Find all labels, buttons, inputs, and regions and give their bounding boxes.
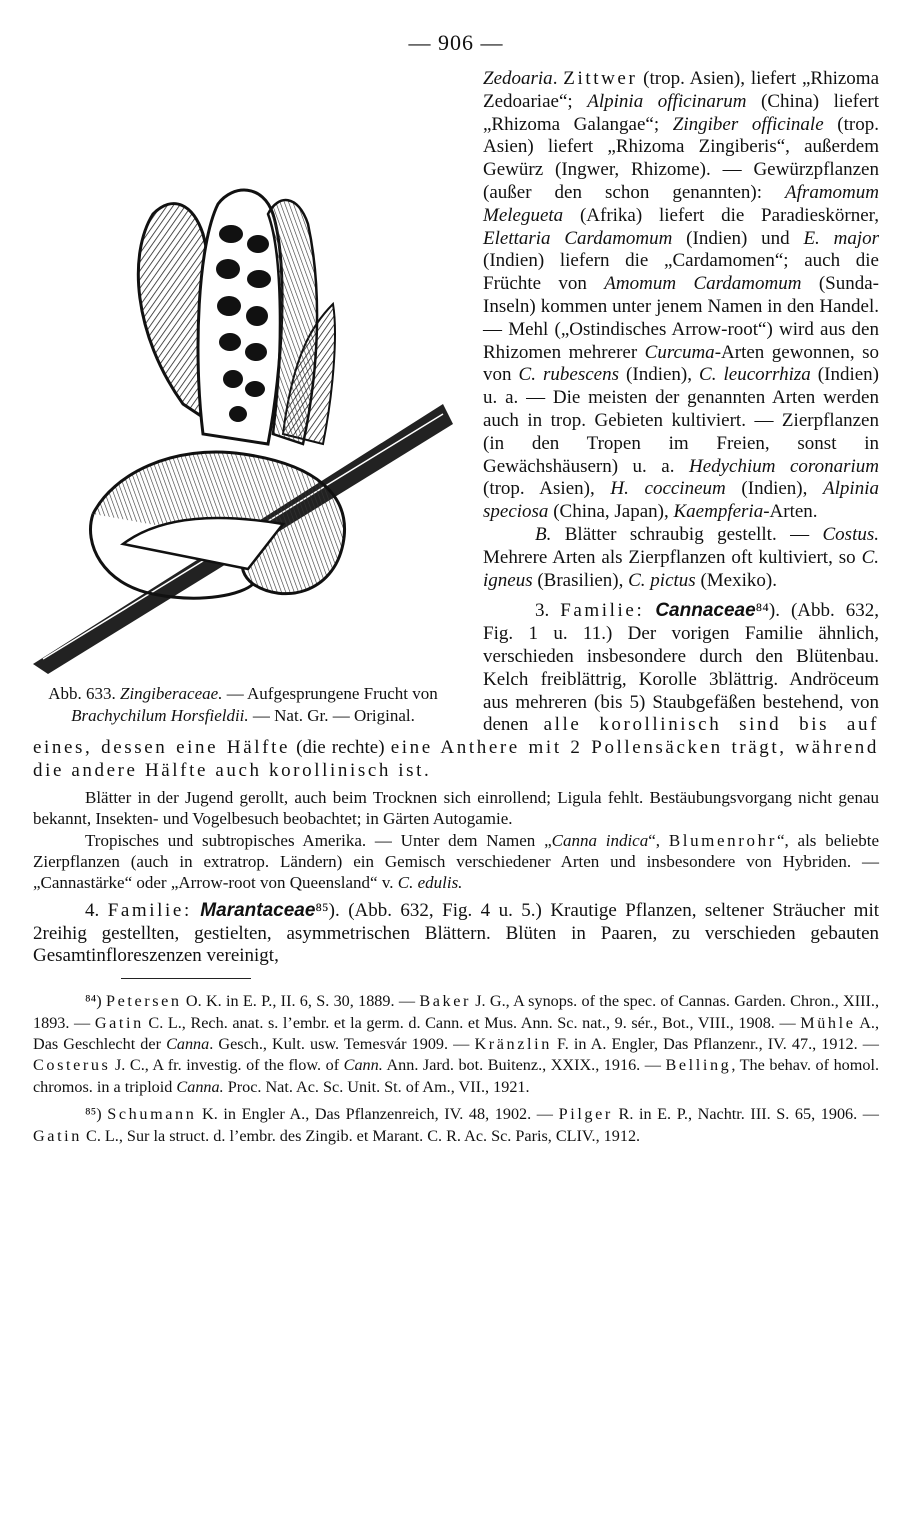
para-b-segment: (Brasilien), xyxy=(532,569,629,591)
footnote-84-segment: O. K. in E. P., II. 6, S. 30, 1889. — xyxy=(181,992,420,1011)
para-canna1-segment: Blätter in der Jugend gerollt, auch beim Trocknen sich einrollend; Ligula fehlt. Bestäubungsvorgang nicht genau bekannt, Insekten- und Vogelbesuch beobachtet; in Gärten Autogamie. xyxy=(33,787,879,829)
fruit-illustration xyxy=(33,74,453,674)
para-fam3-segment: ). (Abb. 632, Fig. 1 u. 11.) Der vorigen Familie ähnlich, verschieden insbesondere durch den Blütenbau. Kelch freiblättrig, Korolle 3blättrig. Andröceum aus mehreren (bis 5) Staubgefäßen bestehend, von denen xyxy=(483,600,879,736)
para-fam3-segment xyxy=(644,600,655,621)
para-top-segment: (trop. Asien), liefert „Rhizoma Zedoariae“; xyxy=(483,68,880,112)
para-b-segment: Mehrere Arten als Zierpflanzen oft kultiviert, so xyxy=(483,546,862,568)
para-canna2-segment: C. edulis. xyxy=(397,873,463,893)
para-top-segment: (Indien) und xyxy=(672,227,804,249)
footnote-84-segment: Belling xyxy=(665,1056,732,1075)
footnote-84-segment: Proc. Nat. Ac. Sc. Unit. St. of Am., VII., 1921. xyxy=(223,1077,530,1096)
para-b-segment: C. pictus xyxy=(628,569,696,591)
para-top-segment: Alpinia officinarum xyxy=(587,90,747,112)
para-top-segment: C. leucorrhiza xyxy=(699,364,811,386)
footnote-84-segment: Mühle xyxy=(800,1013,856,1032)
footnote-84-segment: . Gesch., Kult. usw. Temesvár 1909. — xyxy=(209,1034,475,1053)
footnote-85-segment: R. in E. P., Nachtr. III. S. 65, 1906. — xyxy=(612,1105,879,1124)
footnote-84-segment: Petersen xyxy=(105,992,182,1011)
para-top-segment: Hedychium coronarium xyxy=(688,455,879,477)
footnote-85-segment: Schumann xyxy=(107,1105,197,1124)
footnote-84-segment: A., Das Geschlecht der xyxy=(33,1013,879,1053)
footnote-rule xyxy=(121,978,251,979)
para-b-segment: C. igneus xyxy=(483,546,879,591)
para-fam3-segment: ⁸⁴ xyxy=(755,600,769,622)
para-top-segment: (China, Japan), xyxy=(548,501,674,523)
para-canna2-segment: “, xyxy=(648,830,669,850)
figure-caption-segment: Abb. 633. xyxy=(48,684,120,703)
para-top-segment: Kaempferia xyxy=(673,501,764,523)
footnote-85-segment: C. L., Sur la struct. d. l’embr. des Zingib. et Marant. C. R. Ac. Sc. Paris, CLIV., 1912. xyxy=(81,1126,641,1145)
para-top-segment: (China) liefert „Rhizoma Galangae“; xyxy=(483,90,880,135)
para-fam3-segment: 3. xyxy=(535,600,561,622)
para-b-segment: (Mexiko). xyxy=(695,569,777,591)
para-top-segment: (Sunda-Inseln) kommen unter jenem Namen in den Handel. — Mehl („Ostindisches Arrow-root“) wird aus den Rhizomen mehrerer xyxy=(483,273,879,363)
para-top-segment: (Indien), xyxy=(725,478,824,500)
para-top-segment: H. coccineum xyxy=(610,478,726,500)
para-b-segment: Blätter schraubig gestellt. — xyxy=(551,523,823,545)
footnote-84-segment: J. C., A fr. investig. of the flow. of xyxy=(110,1056,344,1075)
footnote-85 xyxy=(33,1104,879,1147)
footnote-85-segment: Pilger xyxy=(558,1105,613,1124)
para-top-segment: Curcuma xyxy=(644,341,715,363)
figure-caption-segment: Zingiberaceae. xyxy=(120,684,223,703)
footnote-84-segment: Ann. Jard. bot. Buitenz., XXIX., 1916. — xyxy=(382,1056,666,1075)
footnote-84-segment: ⁸⁴) xyxy=(85,992,106,1011)
footnote-84-segment: Baker xyxy=(419,992,471,1011)
para-top-segment: (trop. Asien), xyxy=(483,478,611,500)
para-top-segment: (Indien) liefern die „Cardamomen“; auch die Früchte von xyxy=(483,250,879,295)
para-fam3-segment: eine Anthere mit 2 Pollensäcken trägt, während die andere Hälfte auch korollinisch ist. xyxy=(33,737,879,781)
footnote-84-segment: Cann. xyxy=(343,1056,383,1075)
para-top-segment: (Indien), xyxy=(619,364,700,386)
footnote-85-segment: ⁸⁵) xyxy=(85,1105,108,1124)
para-top-segment: . xyxy=(552,68,564,89)
para-fam4-segment: ⁸⁵ xyxy=(315,899,329,921)
para-fam4-segment: 4. xyxy=(85,899,108,921)
para-fam3-segment: alle korollinisch sind bis auf eines, dessen eine Hälfte xyxy=(33,714,879,759)
para-top-segment: (Indien) u. a. — Die meisten der genannten Arten werden auch in trop. Gebieten kultiviert. — Zierpflanzen (in den Tropen im Freien, sonst in Gewächshäusern) u. a. xyxy=(483,364,880,477)
para-canna2-segment: Tropisches und subtropisches Amerika. — Unter dem Namen „ xyxy=(85,830,552,850)
para-b-segment: Costus. xyxy=(822,523,879,545)
footnote-85-segment: K. in Engler A., Das Pflanzenreich, IV. 48, 1902. — xyxy=(196,1105,559,1124)
para-fam3-segment: (die rechte) xyxy=(289,737,391,759)
figure-caption-segment: Brachychilum Horsfieldii. xyxy=(71,706,249,725)
para-canna2-segment: Canna indica xyxy=(551,830,649,850)
footnote-84-segment: F. in A. Engler, Das Pflanzenr., IV. 47., 1912. — xyxy=(551,1034,879,1053)
para-fam3-segment: Familie: xyxy=(560,600,645,622)
paragraph-family-marantaceae xyxy=(33,900,879,968)
page-number: — 906 — xyxy=(408,30,504,55)
footnote-84-segment: Kränzlin xyxy=(474,1034,552,1053)
para-top-segment: Zedoaria xyxy=(483,68,553,89)
para-top-segment: Amomum Cardamomum xyxy=(604,273,802,295)
paragraph-cannaceae-distribution xyxy=(33,830,879,894)
para-top-segment: (trop. Asien) liefert „Rhizoma Zingiberis“, außerdem Gewürz (Ingwer, Rhizome). — Gewürzpflanzen (außer den schon genannten): xyxy=(483,113,879,203)
para-top-segment: -Arten. xyxy=(763,501,818,523)
para-top-segment: E. major xyxy=(803,227,879,249)
para-top-segment: Alpinia speciosa xyxy=(483,478,879,523)
para-fam4-segment: Marantaceae xyxy=(200,899,316,921)
footnote-84-segment: Canna. xyxy=(176,1077,224,1096)
para-fam4-segment: Familie: xyxy=(107,899,192,921)
para-fam3-segment: Cannaceae xyxy=(655,600,756,622)
para-canna2-segment: “, als beliebte Zierpflanzen (auch in extratrop. Ländern) ein Gemisch verschiedener Arten und insbesondere von Hybriden. — „Cannastärke“ oder „Arrow-root von Queensland“ v. xyxy=(33,830,879,893)
para-canna2-segment: Blumenrohr xyxy=(668,830,777,850)
para-top-segment: Elettaria Cardamomum xyxy=(483,227,673,249)
para-top-segment: C. rubescens xyxy=(518,364,619,386)
page xyxy=(33,30,879,1147)
footnote-84-segment: J. G., A synops. of the spec. of Cannas. Garden. Chron., XIII., 1893. — xyxy=(33,992,879,1032)
footnote-84-segment: Gatin xyxy=(94,1013,144,1032)
figure-caption-segment: — Nat. Gr. — Original. xyxy=(248,706,415,725)
footnote-84-segment: C. L., Rech. anat. s. l’embr. et la germ. d. Cann. et Mus. Ann. Sc. nat., 9. sér., Bot., VIII., 1908. — xyxy=(143,1013,801,1032)
footnote-84-segment: Costerus xyxy=(33,1056,111,1075)
figure-633 xyxy=(33,74,453,725)
footnote-85-segment: Gatin xyxy=(33,1126,82,1145)
para-b-segment: B. xyxy=(535,523,552,545)
para-top-segment: -Arten gewonnen, so von xyxy=(483,341,879,386)
figure-caption xyxy=(33,683,453,727)
para-top-segment: Zittwer xyxy=(563,68,638,89)
para-fam4-segment: ). (Abb. 632, Fig. 4 u. 5.) Krautige Pflanzen, seltener Sträucher mit 2reihig gestellten, gestielten, asymmetrischen Blättern. Blüten in Paaren, zu verschieden gebauten Gesamtinfloreszenzen vereinigt, xyxy=(33,899,880,967)
footnote-84 xyxy=(33,991,879,1098)
para-top-segment: (Afrika) liefert die Paradieskörner, xyxy=(563,204,879,226)
paragraph-cannaceae-leaves xyxy=(33,787,879,830)
para-top-segment: Aframomum Melegueta xyxy=(483,181,879,226)
footnote-84-segment: Canna xyxy=(166,1034,210,1053)
footnote-84-segment: , The behav. of homol. chromos. in a triploid xyxy=(33,1056,879,1096)
figure-caption-segment: — Aufgesprungene Frucht von xyxy=(222,684,438,703)
para-top-segment: Zingiber officinale xyxy=(672,113,824,135)
